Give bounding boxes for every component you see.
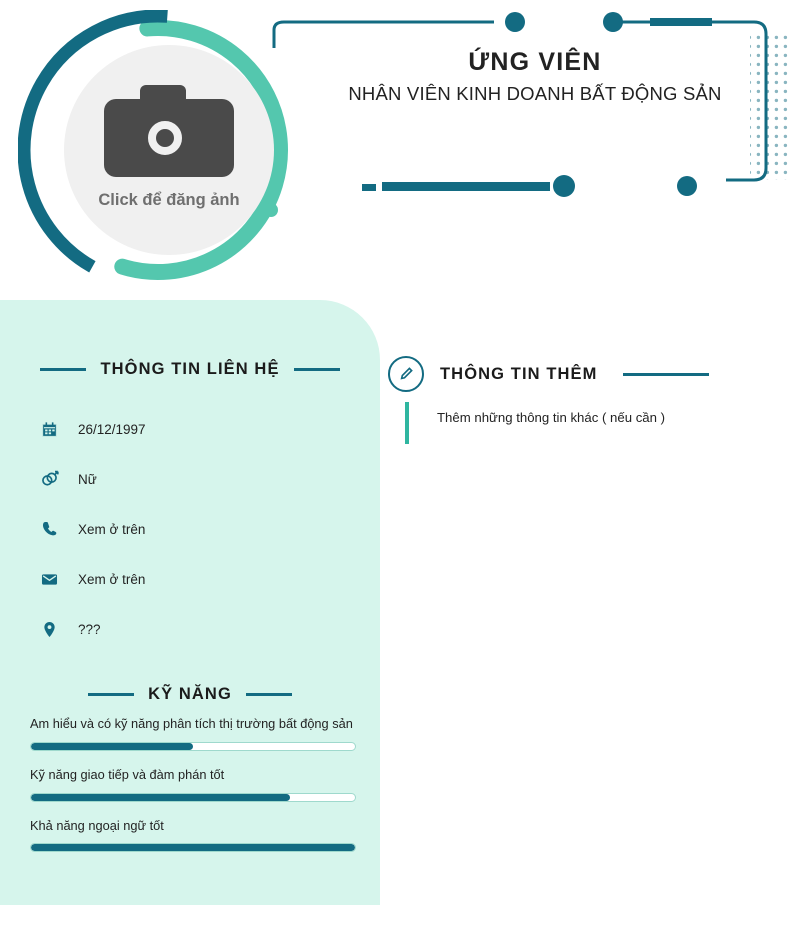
heading-rule-right (294, 368, 340, 371)
skill-progress (30, 793, 356, 802)
skill-progress-fill (31, 743, 193, 750)
email-value: Xem ở trên (78, 571, 146, 587)
phone-icon (38, 520, 60, 539)
skill-progress-fill (31, 794, 290, 801)
heading-rule-right (246, 693, 292, 696)
contact-list (38, 404, 358, 654)
skill-label: Khả năng ngoại ngữ tốt (30, 817, 164, 833)
list-item (38, 454, 358, 504)
skills-list (30, 714, 356, 866)
extra-note-box[interactable] (405, 402, 765, 444)
list-item (30, 816, 356, 853)
heading-rule-left (88, 693, 134, 696)
contact-heading-text: THÔNG TIN LIÊN HỆ (100, 360, 280, 378)
skill-progress (30, 742, 356, 751)
list-item (38, 554, 358, 604)
extra-note-text: Thêm những thông tin khác ( nếu cần ) (437, 410, 666, 425)
photo-upload-zone[interactable] (18, 10, 298, 290)
skills-heading-text: KỸ NĂNG (148, 685, 232, 703)
address-value: ??? (78, 621, 101, 637)
list-item (30, 765, 356, 802)
location-pin-icon (38, 620, 60, 639)
page-title: ỨNG VIÊN (468, 48, 602, 76)
skill-progress-fill (31, 844, 355, 851)
list-item (38, 404, 358, 454)
gender-value: Nữ (78, 471, 97, 487)
heading-rule-left (40, 368, 86, 371)
photo-placeholder[interactable] (64, 45, 274, 255)
pen-check-icon (388, 356, 424, 392)
right-panel (380, 300, 800, 905)
header-decoration (270, 8, 790, 228)
list-item (30, 714, 356, 751)
phone-value: Xem ở trên (78, 521, 146, 537)
skill-label: Am hiểu và có kỹ năng phân tích thị trường bất động sản (30, 716, 353, 731)
skills-section-heading (0, 685, 380, 704)
mail-icon (38, 570, 60, 589)
camera-icon (104, 85, 234, 177)
left-panel (0, 300, 380, 905)
gender-icon (38, 469, 60, 490)
photo-upload-label: Click để đăng ảnh (98, 190, 240, 209)
contact-section-heading (0, 360, 380, 379)
birthdate-value: 26/12/1997 (78, 421, 146, 437)
list-item (38, 504, 358, 554)
heading-rule-right (623, 373, 709, 376)
extra-section-heading (388, 356, 709, 392)
extra-heading-text: THÔNG TIN THÊM (440, 364, 598, 383)
skill-progress (30, 843, 356, 852)
page-subtitle: NHÂN VIÊN KINH DOANH BẤT ĐỘNG SẢN (348, 83, 722, 104)
title-block (300, 48, 770, 105)
header (0, 0, 800, 300)
skill-label: Kỹ năng giao tiếp và đàm phán tốt (30, 766, 225, 782)
calendar-icon (38, 420, 60, 439)
list-item (38, 604, 358, 654)
